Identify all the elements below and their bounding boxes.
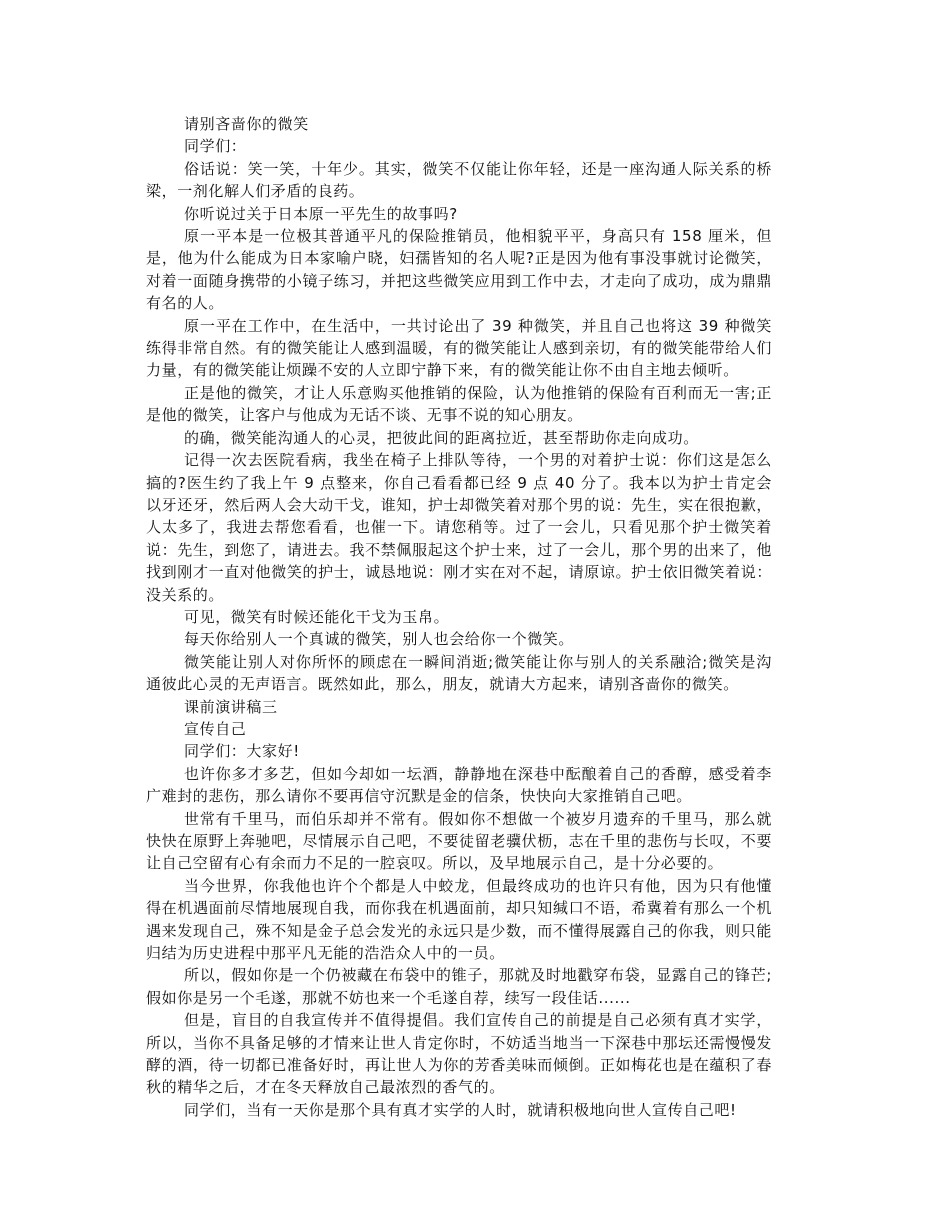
section-title: 宣传自己	[184, 719, 247, 738]
paragraph: 同学们，当有一天你是那个具有真才实学的人时，就请积极地向世人宣传自己吧!	[184, 1100, 737, 1119]
document-body	[146, 113, 772, 1121]
paragraph: 正是他的微笑，才让人乐意购买他推销的保险，认为他推销的保险有百利而无一害;正是他的微笑，让客户与他成为无话不谈、无事不说的知心朋友。	[146, 383, 772, 425]
paragraph: 所以，假如你是一个仍被藏在布袋中的锥子，那就及时地戳穿布袋，显露自己的锋芒;假如你是另一个毛遂，那就不妨也来一个毛遂自荐，续写一段佳话......	[146, 966, 772, 1007]
paragraph: 俗话说：笑一笑，十年少。其实，微笑不仅能让你年轻，还是一座沟通人际关系的桥梁，一剂化解人们矛盾的良药。	[146, 159, 772, 201]
paragraph: 你听说过关于日本原一平先生的故事吗?	[184, 204, 458, 223]
paragraph: 原一平本是一位极其普通平凡的保险推销员，他相貌平平，身高只有 158 厘米，但是，他为什么能成为日本家喻户晓，妇孺皆知的名人呢?正是因为他有事没事就讨论微笑，对着一面随身携带的小镜子练习，并把这些微笑应用到工作中去，才走向了成功，成为鼎鼎有名的人。	[146, 227, 772, 313]
paragraph: 当今世界，你我他也许个个都是人中蛟龙，但最终成功的也许只有他，因为只有他懂得在机遇面前尽情地展现自我，而你我在机遇面前，却只知缄口不语，希冀着有那么一个机遇来发现自己，殊不知是金子总会发光的永远只是少数，而不懂得展露自己的你我，则只能归结为历史进程中那平凡无能的浩浩众人中的一员。	[146, 876, 772, 963]
paragraph: 但是，盲目的自我宣传并不值得提倡。我们宣传自己的前提是自己必须有真才实学，所以，当你不具备足够的才情来让世人肯定你时，不妨适当地当一下深巷中那坛还需慢慢发酵的酒，待一切都已准备好时，再让世人为你的芳香美味而倾倒。正如梅花也是在蕴积了春秋的精华之后，才在冬天释放自己最浓烈的香气的。	[146, 1011, 772, 1097]
paragraph-title: 请别吝啬你的微笑	[184, 115, 309, 133]
section-heading: 课前演讲稿三	[184, 697, 278, 716]
paragraph: 世常有千里马，而伯乐却并不常有。假如你不想做一个被岁月遗弃的千里马，那么就快快在原野上奔驰吧，尽情展示自己吧，不要徒留老骥伏枥，志在千里的悲伤与长叹，不要让自己空留有心有余而力不足的一腔哀叹。所以，及早地展示自己，是十分必要的。	[146, 809, 772, 873]
paragraph: 每天你给别人一个真诚的微笑，别人也会给你一个微笑。	[184, 630, 575, 649]
paragraph: 可见，微笑有时候还能化干戈为玉帛。	[184, 607, 450, 626]
paragraph: 也许你多才多艺，但如今却如一坛酒，静静地在深巷中酝酿着自己的香醇，感受着李广难封的悲伤，那么请你不要再信守沉默是金的信条，快快向大家推销自己吧。	[146, 764, 772, 806]
paragraph-greeting: 同学们：大家好!	[184, 742, 300, 761]
paragraph: 的确，微笑能沟通人的心灵，把彼此间的距离拉近，甚至帮助你走向成功。	[184, 428, 699, 447]
paragraph-greeting: 同学们：	[184, 137, 247, 156]
paragraph: 记得一次去医院看病，我坐在椅子上排队等待，一个男的对着护士说：你们这是怎么搞的?医生约了我上午 9 点整来，你自己看看都已经 9 点 40 分了。我本以为护士肯定会以牙还牙，然后两人会大动干戈，谁知，护士却微笑着对那个男的说：先生，实在很抱歉，人太多了，我进去帮您看看，也催一下。请您稍等。过了一会儿，只看见那个护士微笑着说：先生，到您了，请进去。我不禁佩服起这个护士来，过了一会儿，那个男的出来了，他找到刚才一直对他微笑的护士，诚恳地说：刚才实在对不起，请原谅。护士依旧微笑着说：没关系的。	[146, 451, 772, 604]
paragraph: 原一平在工作中，在生活中，一共讨论出了 39 种微笑，并且自己也将这 39 种微笑练得非常自然。有的微笑能让人感到温暖，有的微笑能让人感到亲切，有的微笑能带给人们力量，有的微笑能让烦躁不安的人立即宁静下来，有的微笑能让你不由自主地去倾听。	[146, 316, 772, 380]
paragraph: 微笑能让别人对你所怀的顾虑在一瞬间消逝;微笑能让你与别人的关系融洽;微笑是沟通彼此心灵的无声语言。既然如此，那么，朋友，就请大方起来，请别吝啬你的微笑。	[146, 652, 772, 694]
